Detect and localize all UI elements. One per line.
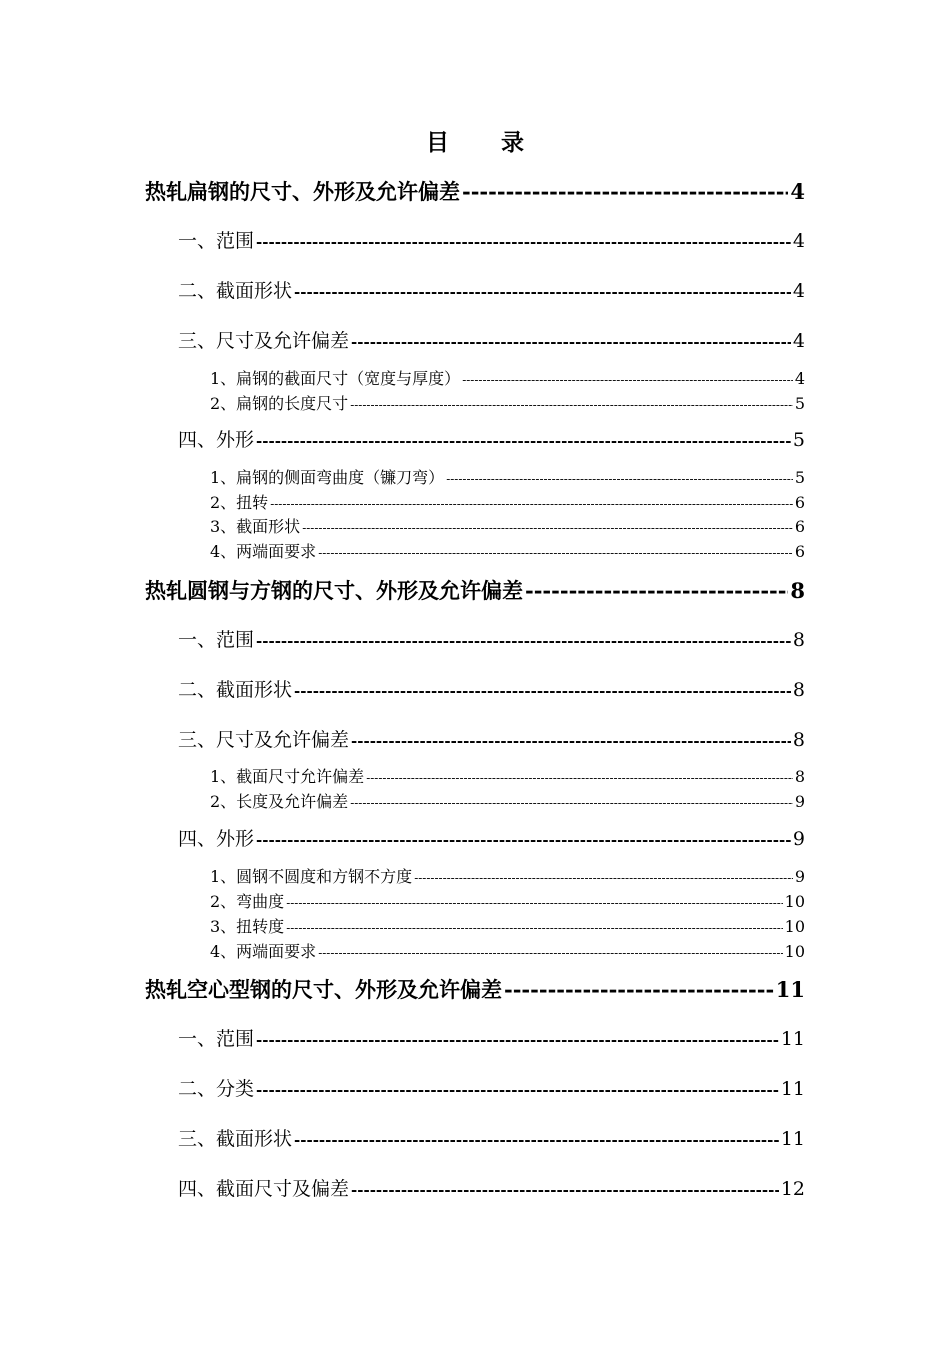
toc-page-number: 4 (792, 280, 805, 302)
toc-entry-label: 三、尺寸及允许偏差 (178, 330, 350, 352)
dot-leader (318, 546, 793, 560)
toc-subentry[interactable] (210, 539, 805, 562)
toc-subentry-label: 1、扁钢的侧面弯曲度（镰刀弯） (210, 468, 445, 487)
dot-leader (294, 1131, 779, 1149)
toc-subentry[interactable] (210, 889, 805, 912)
toc-subentry[interactable] (210, 789, 805, 812)
toc-entry[interactable] (178, 276, 805, 303)
toc-subentry-label: 1、扁钢的截面尺寸（宽度与厚度） (210, 369, 461, 388)
toc-page-number: 5 (794, 468, 805, 487)
dot-leader (366, 771, 793, 785)
toc-page-number: 11 (775, 977, 805, 1002)
toc-section-title: 热轧扁钢的尺寸、外形及允许偏差 (145, 179, 460, 204)
dot-leader (351, 1181, 779, 1199)
toc-subentry[interactable] (210, 514, 805, 537)
toc-page-number: 5 (794, 394, 805, 413)
toc-page-number: 8 (790, 578, 805, 603)
toc-page-number: 11 (780, 1028, 805, 1050)
toc-entry-label: 一、范围 (178, 629, 255, 651)
toc-entry-label: 四、外形 (178, 429, 255, 451)
dot-leader (256, 632, 791, 650)
toc-page-number: 10 (784, 942, 805, 961)
dot-leader (318, 946, 782, 960)
toc-subentry[interactable] (210, 465, 805, 488)
toc-entry[interactable] (178, 725, 805, 752)
toc-subentry[interactable] (210, 914, 805, 937)
toc-subentry-label: 4、两端面要求 (210, 542, 317, 561)
toc-entry[interactable] (178, 326, 805, 353)
toc-entry-label: 四、外形 (178, 828, 255, 850)
toc-subentry-label: 1、圆钢不圆度和方钢不方度 (210, 867, 413, 886)
toc-page-number: 10 (784, 917, 805, 936)
toc-page-number: 6 (794, 542, 805, 561)
dot-leader (294, 682, 791, 700)
toc-entry-label: 三、尺寸及允许偏差 (178, 729, 350, 751)
toc-page-number: 8 (792, 629, 805, 651)
toc-page-number: 10 (784, 892, 805, 911)
toc-page-number: 4 (792, 230, 805, 252)
toc-subentry[interactable] (210, 764, 805, 787)
toc-section-title: 热轧空心型钢的尺寸、外形及允许偏差 (145, 977, 502, 1002)
toc-entry[interactable] (178, 675, 805, 702)
toc-subentry[interactable] (210, 490, 805, 513)
dot-leader (504, 977, 774, 1002)
dot-leader (446, 472, 793, 486)
page-title: 目 录 (425, 129, 546, 156)
toc-page-number: 6 (794, 493, 805, 512)
toc-subentry-label: 2、长度及允许偏差 (210, 792, 349, 811)
toc-entry-label: 二、分类 (178, 1078, 255, 1100)
toc-subentry-label: 2、扭转 (210, 493, 269, 512)
toc-page-number: 8 (792, 679, 805, 701)
toc-section-title: 热轧圆钢与方钢的尺寸、外形及允许偏差 (145, 578, 523, 603)
toc-page-number: 4 (794, 369, 805, 388)
toc-page-number: 9 (792, 828, 805, 850)
dot-leader (351, 333, 791, 351)
toc-page-number: 8 (794, 767, 805, 786)
dot-leader (350, 796, 793, 810)
toc-subentry-label: 2、弯曲度 (210, 892, 285, 911)
toc-page-number: 11 (780, 1128, 805, 1150)
dot-leader (256, 432, 791, 450)
toc-subentry[interactable] (210, 864, 805, 887)
toc-entry-label: 一、范围 (178, 230, 255, 252)
toc-subentry-label: 2、扁钢的长度尺寸 (210, 394, 349, 413)
toc-entry[interactable] (178, 1174, 805, 1201)
dot-leader (286, 921, 782, 935)
toc-subentry[interactable] (210, 391, 805, 414)
toc-section[interactable] (145, 176, 805, 206)
dot-leader (286, 896, 782, 910)
toc-page-number: 5 (792, 429, 805, 451)
dot-leader (525, 578, 788, 603)
toc-page-number: 11 (780, 1078, 805, 1100)
toc-subentry-label: 3、扭转度 (210, 917, 285, 936)
toc-subentry[interactable] (210, 366, 805, 389)
toc-entry-label: 三、截面形状 (178, 1128, 293, 1150)
toc-entry-label: 二、截面形状 (178, 280, 293, 302)
toc-section[interactable] (145, 575, 805, 605)
toc-page-number: 4 (790, 179, 805, 204)
toc-entry[interactable] (178, 824, 805, 851)
dot-leader (256, 233, 791, 251)
dot-leader (414, 871, 793, 885)
toc-subentry-label: 3、截面形状 (210, 517, 301, 536)
toc-page-number: 9 (794, 867, 805, 886)
toc-page-number: 9 (794, 792, 805, 811)
toc-page-number: 12 (780, 1178, 805, 1200)
toc-subentry-label: 4、两端面要求 (210, 942, 317, 961)
toc-page-number: 6 (794, 517, 805, 536)
toc-entry-label: 二、截面形状 (178, 679, 293, 701)
toc-page-number: 4 (792, 330, 805, 352)
dot-leader (462, 373, 793, 387)
dot-leader (270, 497, 793, 511)
toc-page-number: 8 (792, 729, 805, 751)
toc-section[interactable] (145, 974, 805, 1004)
toc-entry[interactable] (178, 1074, 805, 1101)
dot-leader (256, 831, 791, 849)
toc-entry[interactable] (178, 625, 805, 652)
dot-leader (256, 1031, 779, 1049)
toc-entry[interactable] (178, 425, 805, 452)
dot-leader (351, 732, 791, 750)
dot-leader (256, 1081, 779, 1099)
toc-subentry[interactable] (210, 939, 805, 962)
toc-entry[interactable] (178, 1024, 805, 1051)
toc-subentry-label: 1、截面尺寸允许偏差 (210, 767, 365, 786)
dot-leader (350, 398, 793, 412)
toc-entry-label: 一、范围 (178, 1028, 255, 1050)
dot-leader (302, 521, 793, 535)
toc-entry[interactable] (178, 226, 805, 253)
toc-entry[interactable] (178, 1124, 805, 1151)
dot-leader (462, 179, 788, 204)
toc-entry-label: 四、截面尺寸及偏差 (178, 1178, 350, 1200)
dot-leader (294, 283, 791, 301)
